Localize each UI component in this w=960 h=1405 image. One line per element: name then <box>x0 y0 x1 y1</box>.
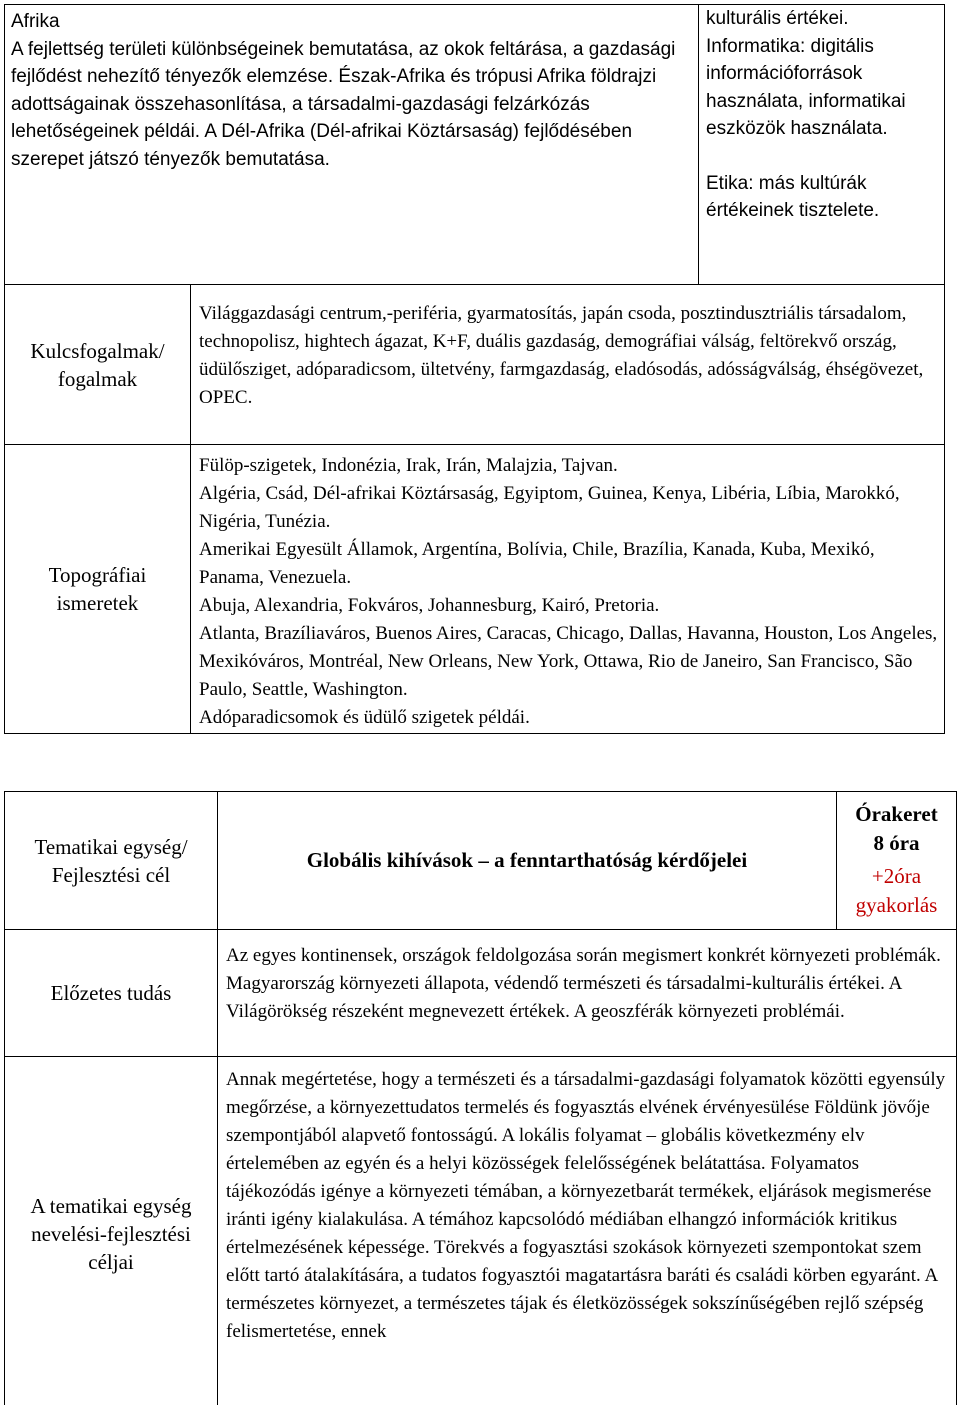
elozetes-text: Az egyes kontinensek, országok feldolgozása során megismert konkrét környezeti problémák. Magyarország környezeti állapota, védendő természeti és társadalmi-kulturális értékei. A Világörökség részeként megnevezett értékek. A geoszférák környezeti problémái. <box>226 945 941 1022</box>
celjai-label: A tematikai egység nevelési-fejlesztési céljai <box>30 1194 192 1274</box>
elozetes-label: Előzetes tudás <box>50 980 172 1005</box>
celjai-cell <box>226 1066 952 1346</box>
topografiai-label: Topográfiai ismeretek <box>48 563 147 615</box>
orakeret-extra: +2óra gyakorlás <box>855 864 938 917</box>
kulcsfogalmak-text: Világgazdasági centrum,-periféria, gyarmatosítás, japán csoda, posztindusztriális társadalom, technopolisz, hightech ágazat, K+F, duális gazdaság, demográfiai válság, feltörekvő ország, üdülősziget, adóparadicsom, ültetvény, farmgazdaság, eladósodás, adósságválság, éhségövezet, OPEC. <box>199 303 924 408</box>
unit-title: Globális kihívások – a fenntarthatóság kérdőjelei <box>306 848 748 872</box>
cross-curricular-line-1: kulturális értékei. <box>706 8 849 29</box>
cross-curricular-etika: Etika: más kultúrák értékeinek tisztelete. <box>706 172 880 221</box>
topografiai-america-cities: Atlanta, Brazíliaváros, Buenos Aires, Caracas, Chicago, Dallas, Havanna, Houston, Los Angeles, Mexikóváros, Montréal, New Orleans, New York, Ottawa, Rio de Janeiro, San Francisco, São Paulo, Seattle, Washington. <box>199 623 938 700</box>
orakeret-label: Órakeret <box>855 802 938 826</box>
unit-title-cell <box>218 792 836 929</box>
orakeret-cell <box>837 800 956 920</box>
orakeret-hours: 8 óra <box>873 831 920 855</box>
africa-cell <box>11 8 695 173</box>
elozetes-cell <box>226 942 952 1026</box>
kulcsfogalmak-label-cell <box>5 285 190 444</box>
topografiai-asia: Fülöp-szigetek, Indonézia, Irak, Irán, Malajzia, Tajvan. <box>199 455 618 476</box>
topografiai-africa: Algéria, Csád, Dél-afrikai Köztársaság, Egyiptom, Guinea, Kenya, Libéria, Líbia, Marokkó, Nigéria, Tunézia. <box>199 483 900 532</box>
cross-curricular-cell <box>706 5 940 225</box>
kulcsfogalmak-cell <box>199 300 939 412</box>
celjai-label-cell <box>5 1057 217 1405</box>
tematikai-label-cell <box>5 792 217 929</box>
africa-text: A fejlettség területi különbségeinek bemutatása, az okok feltárása, a gazdasági fejlődést nehezítő tényezők elemzése. Észak-Afrika és trópusi Afrika földrajzi adottságainak összehasonlítása, a társadalmi-gazdasági felzárkózás lehetőségeinek példái. A Dél-Afrika (Dél-afrikai Köztársaság) fejlődésében szerepet játszó tényezők bemutatása. <box>11 38 676 170</box>
celjai-text: Annak megértetése, hogy a természeti és a társadalmi-gazdasági folyamatok közötti egyensúly megőrzése, a környezettudatos termelés és fogyasztás elvének érvényesülése Földünk jövője szempontjából alapvető fontosságú. A lokális folyamat – globális következmény elv értelemében az egyén és a helyi közösségek felelősségének belátattása. Folyamatos tájékozódás igénye a környezeti témában, a környezetbarát termékek, eljárások megismerése iránti igény kialakulása. A témához kapcsolódó médiában elhangzó információk kritikus értelmezésének képessége. Törekvés a fogyasztási szokások környezeti szempontokat szem előtt tartó átalakítására, a tudatos fogyasztói magatartásra baráti és családi körben egyaránt. A természetes környezet, a természetes tájak és életközösségek sokszínűségében rejlő szépség felismertetése, ennek <box>226 1069 946 1342</box>
topografiai-cell <box>199 452 939 732</box>
topografiai-america: Amerikai Egyesült Államok, Argentína, Bolívia, Chile, Brazília, Kanada, Kuba, Mexikó, Panama, Venezuela. <box>199 539 875 588</box>
topografiai-label-cell <box>5 445 190 733</box>
elozetes-label-cell <box>5 930 217 1056</box>
tematikai-label: Tematikai egység/ Fejlesztési cél <box>34 834 188 887</box>
cross-curricular-informatika: Informatika: digitális információforrások használata, informatikai eszközök használata. <box>706 35 906 139</box>
kulcsfogalmak-label: Kulcsfogalmak/ fogalmak <box>30 338 165 391</box>
africa-title: Afrika <box>11 11 60 32</box>
topografiai-tax-havens: Adóparadicsomok és üdülő szigetek példái. <box>199 707 530 728</box>
topografiai-africa-cities: Abuja, Alexandria, Fokváros, Johannesburg, Kairó, Pretoria. <box>199 595 660 616</box>
